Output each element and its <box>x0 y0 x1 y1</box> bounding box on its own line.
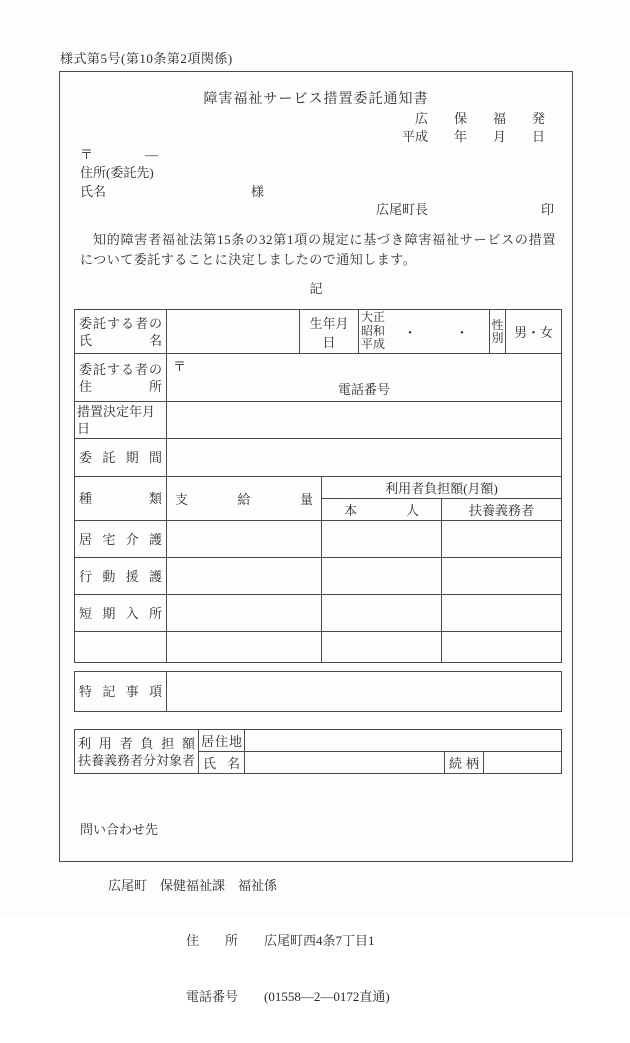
contact-office: 広尾町 保健福祉課 福祉係 <box>108 877 278 893</box>
birth-value-cell[interactable] <box>359 310 490 354</box>
burden-header-cell: 利用者負担額(月額) <box>322 477 562 499</box>
contact-address: 住 所 広尾町西4条7丁目1 <box>186 933 375 948</box>
dependent-header-cell: 扶養義務者 <box>442 499 562 521</box>
service4-person-cell[interactable] <box>322 632 442 663</box>
service3-dependent-cell[interactable] <box>442 595 562 632</box>
contact-heading: 問い合わせ先 <box>80 822 159 837</box>
notes-value-cell[interactable] <box>167 672 562 712</box>
addressee-name-line <box>60 181 572 199</box>
seal-mark: 印 <box>541 202 555 217</box>
table-row-behavior-support <box>75 558 562 595</box>
table-row-period <box>75 439 562 477</box>
address-value-cell[interactable] <box>167 354 562 402</box>
era-options: 大正 昭和 平成 <box>361 310 386 352</box>
supply-header-cell: 支給量 <box>167 477 322 521</box>
table-row-name <box>75 310 562 354</box>
issuance-block <box>402 110 545 146</box>
service2-label-cell: 行動援護 <box>75 558 167 595</box>
addressee-name-label: 氏名 <box>80 184 107 199</box>
service1-label-cell: 居宅介護 <box>75 521 167 558</box>
service3-person-cell[interactable] <box>322 595 442 632</box>
service2-dependent-cell[interactable] <box>442 558 562 595</box>
honorific-label: 様 <box>251 184 265 199</box>
relation-label-cell: 続柄 <box>445 752 484 774</box>
issuance-date-line: 平成 年 月 日 <box>401 129 545 144</box>
name-value-cell[interactable] <box>167 310 300 354</box>
postal-line: 〒 ― <box>80 147 159 162</box>
service1-dependent-cell[interactable] <box>442 521 562 558</box>
phone-label: 電話番号 <box>338 382 391 397</box>
period-label-cell: 委託期間 <box>75 439 167 477</box>
person-header-cell: 本人 <box>322 499 442 521</box>
service1-person-cell[interactable] <box>322 521 442 558</box>
sender-line <box>60 199 572 217</box>
service3-label-cell: 短期入所 <box>75 595 167 632</box>
name-label-cell: 委託する者の 氏名 <box>75 310 167 354</box>
notice-body-text: 知的障害者福祉法第15条の32第1項の規定に基づき障害福祉サービスの措置について委託することに決定しましたので通知します。 <box>80 232 556 267</box>
notes-label-cell: 特記事項 <box>75 672 167 712</box>
postal-mark: 〒 <box>173 359 187 374</box>
service4-dependent-cell[interactable] <box>442 632 562 663</box>
notes-table <box>74 671 562 712</box>
record-marker: 記 <box>309 281 323 296</box>
service2-supply-cell[interactable] <box>167 558 322 595</box>
address-label: 住所(委託先) <box>80 164 154 180</box>
table-row-payer-residence <box>75 730 562 752</box>
document-title: 障害福祉サービス措置委託通知書 <box>203 92 429 107</box>
service4-supply-cell[interactable] <box>167 632 322 663</box>
residence-label-cell: 居住地 <box>199 730 245 752</box>
main-table <box>74 309 562 663</box>
payer-label-cell: 利用者負担額 扶養義務者分対象者 <box>75 730 199 774</box>
contact-footer <box>80 784 390 1043</box>
table-row-notes <box>75 672 562 712</box>
service4-label-cell[interactable] <box>75 632 167 663</box>
table-row-service-header1 <box>75 477 562 499</box>
payer-name-label-cell: 氏名 <box>199 752 245 774</box>
relation-value-cell[interactable] <box>484 752 562 774</box>
type-header-cell: 種類 <box>75 477 167 521</box>
birth-label-cell: 生年月日 <box>300 310 359 354</box>
sex-label-cell: 性 別 <box>490 310 506 354</box>
sender-name: 広尾町長 <box>376 202 429 217</box>
payer-name-value-cell[interactable] <box>245 752 445 774</box>
table-row-blank-service <box>75 632 562 663</box>
table-row-home-care <box>75 521 562 558</box>
service2-person-cell[interactable] <box>322 558 442 595</box>
payer-table <box>74 729 562 774</box>
doc-number-line: 広 保 福 発 <box>414 111 545 126</box>
table-row-decision-date <box>75 402 562 439</box>
contact-phone: 電話番号 (01558―2―0172直通) <box>186 988 390 1004</box>
form-border-box <box>59 71 573 1004</box>
table-row-short-stay <box>75 595 562 632</box>
period-value-cell[interactable] <box>167 439 562 477</box>
table-row-address <box>75 354 562 402</box>
address-label-cell: 委託する者の 住所 <box>75 354 167 402</box>
sex-options-cell[interactable]: 男・女 <box>506 310 562 354</box>
form-code: 様式第5号(第10条第2項関係) <box>60 51 233 66</box>
decision-date-value-cell[interactable] <box>167 402 562 439</box>
service1-supply-cell[interactable] <box>167 521 322 558</box>
service3-supply-cell[interactable] <box>167 595 322 632</box>
addressee-block <box>80 146 158 181</box>
decision-date-label-cell: 措置決定年月日 <box>75 402 167 439</box>
residence-value-cell[interactable] <box>245 730 562 752</box>
birth-date-dots: ・ ・ <box>403 325 469 340</box>
